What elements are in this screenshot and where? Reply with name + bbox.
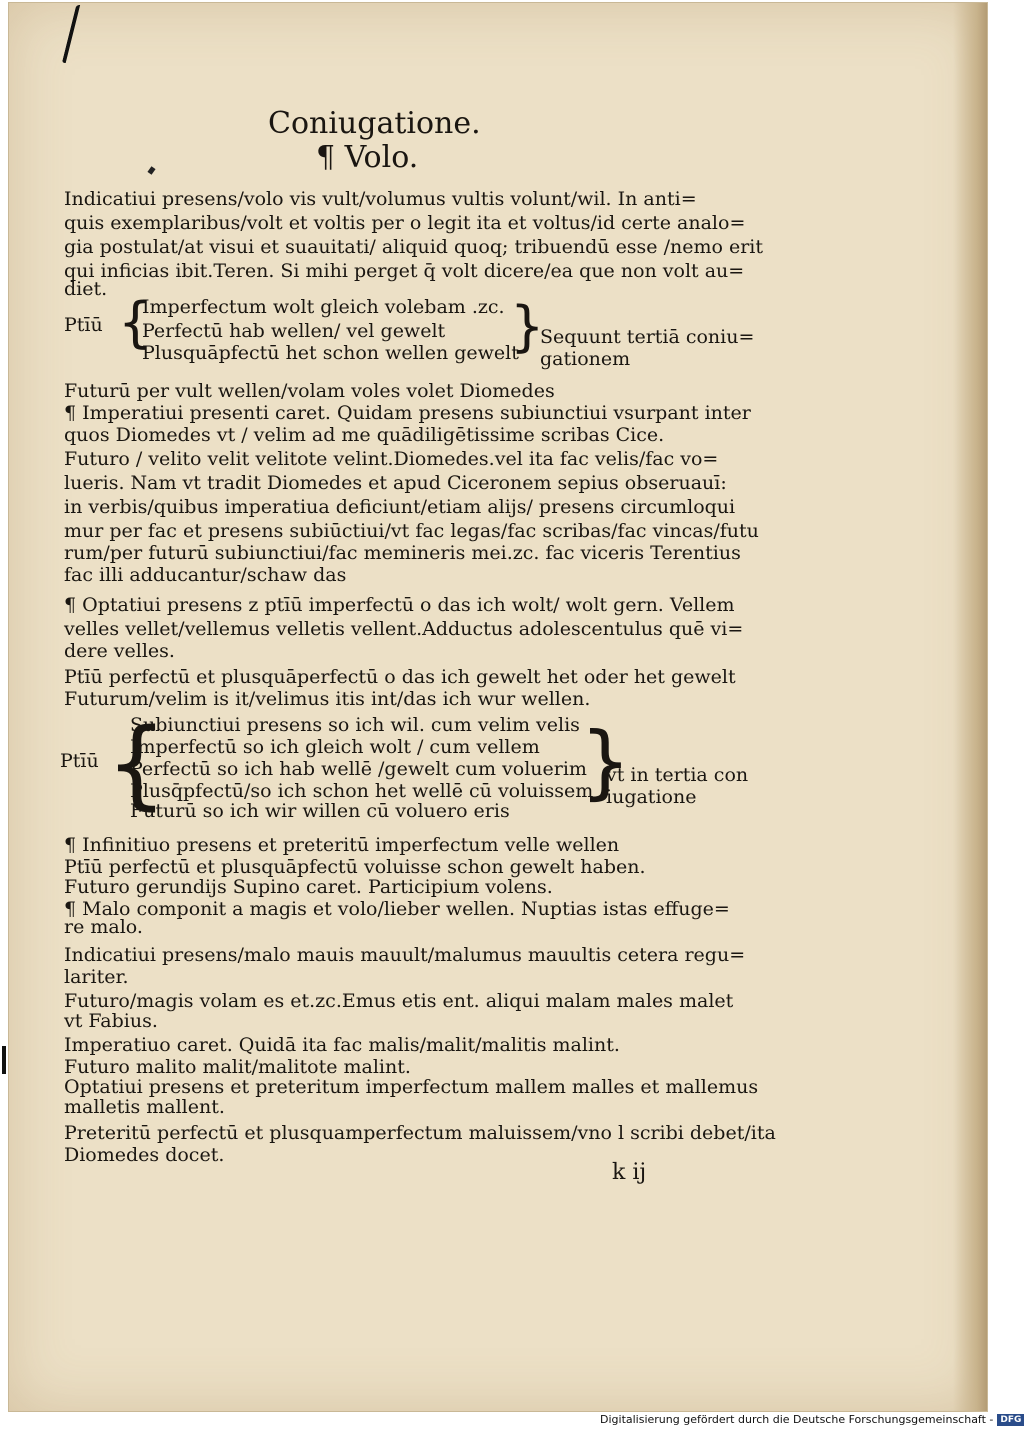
margin-label: Ptīū bbox=[64, 314, 103, 336]
text-line: ¶ Optatiui presens z ptīū imperfectū o das ich wolt/ wolt gern. Vellem bbox=[64, 594, 735, 616]
text-line: vt in tertia con bbox=[606, 764, 749, 786]
footer-credit bbox=[600, 1413, 1024, 1426]
text-line: Indicatiui presens/volo vis vult/volumus vultis volunt/wil. In anti= bbox=[64, 188, 697, 210]
text-line: Futuro/magis volam es et.zc.Emus etis ent. aliqui malam males malet bbox=[64, 990, 734, 1012]
text-line: Ptīū perfectū et plusquāperfectū o das ich gewelt het oder het gewelt bbox=[64, 666, 736, 688]
text-line: Subiunctiui presens so ich wil. cum velim velis bbox=[130, 714, 580, 736]
text-line: Futurum/velim is it/velimus itis int/das ich wur wellen. bbox=[64, 688, 591, 710]
text-line: iugatione bbox=[606, 786, 697, 808]
text-line: malletis mallent. bbox=[64, 1096, 225, 1118]
heading-title: Coniugatione. bbox=[268, 106, 481, 141]
text-line: quis exemplaribus/volt et voltis per o legit ita et voltus/id certe analo= bbox=[64, 212, 746, 234]
text-line: Indicatiui presens/malo mauis mauult/malumus mauultis cetera regu= bbox=[64, 944, 746, 966]
text-line: quos Diomedes vt / velim ad me quādiligētissime scribas Cice. bbox=[64, 424, 665, 446]
text-line: Futurū so ich wir willen cū voluero eris bbox=[130, 800, 510, 822]
text-line: Optatiui presens et preteritum imperfectum mallem malles et mallemus bbox=[64, 1076, 759, 1098]
text-line: Diomedes docet. bbox=[64, 1144, 225, 1166]
margin-label: Ptīū bbox=[60, 750, 99, 772]
text-line: in verbis/quibus imperatiua deficiunt/etiam alijs/ presens circumloqui bbox=[64, 496, 736, 518]
text-line: gia postulat/at visui et suauitati/ aliquid quoq; tribuendū esse /nemo erit bbox=[64, 236, 764, 258]
text-line: vt Fabius. bbox=[64, 1010, 158, 1032]
right-brace: } bbox=[510, 295, 545, 358]
text-line: diet. bbox=[64, 278, 108, 300]
text-line: lariter. bbox=[64, 966, 129, 988]
text-line: Imperfectū so ich gleich wolt / cum vellem bbox=[130, 736, 540, 758]
text-line: Ptīū perfectū et plusquāpfectū voluisse schon gewelt haben. bbox=[64, 856, 646, 878]
text-line: ¶ Imperatiui presenti caret. Quidam presens subiunctiui vsurpant inter bbox=[64, 402, 751, 424]
text-line: Sequunt tertiā coniu= bbox=[540, 326, 755, 348]
text-line: Perfectū hab wellen/ vel gewelt bbox=[142, 320, 446, 342]
left-brace-large: { bbox=[106, 708, 168, 820]
text-line: Perfectū so ich hab wellē /gewelt cum voluerim bbox=[130, 758, 587, 780]
left-brace: { bbox=[118, 291, 153, 354]
footer-text: Digitalisierung gefördert durch die Deutsche Forschungsgemeinschaft - bbox=[600, 1413, 994, 1426]
text-line: Futuro malito malit/malitote malint. bbox=[64, 1056, 411, 1078]
signature-mark: k ij bbox=[612, 1160, 647, 1185]
right-brace-large: } bbox=[580, 715, 631, 808]
text-line: Imperatiuo caret. Quidā ita fac malis/malit/malitis malint. bbox=[64, 1034, 620, 1056]
text-line: fac illi adducantur/schaw das bbox=[64, 564, 347, 586]
text-line: lueris. Nam vt tradit Diomedes et apud Ciceronem sepius obseruauī: bbox=[64, 472, 727, 494]
text-line: ¶ Malo componit a magis et volo/lieber wellen. Nuptias istas effuge= bbox=[64, 898, 730, 920]
text-line: Imperfectum wolt gleich volebam .zc. bbox=[142, 296, 505, 318]
text-line: rum/per futurū subiunctiui/fac memineris mei.zc. fac viceris Terentius bbox=[64, 542, 741, 564]
text-line: re malo. bbox=[64, 916, 143, 938]
text-line: Futuro gerundijs Supino caret. Participium volens. bbox=[64, 876, 553, 898]
text-line: Futurū per vult wellen/volam voles volet Diomedes bbox=[64, 380, 555, 402]
text-line: Futuro / velito velit velitote velint.Diomedes.vel ita fac velis/fac vo= bbox=[64, 448, 719, 470]
text-line: gationem bbox=[540, 348, 631, 370]
text-line: mur per fac et presens subiūctiui/vt fac legas/fac scribas/fac vincas/futu bbox=[64, 520, 759, 542]
text-line: Plusquāpfectū het schon wellen gewelt bbox=[142, 342, 519, 364]
text-line: velles vellet/vellemus velletis vellent.Adductus adolescentulus quē vi= bbox=[64, 618, 744, 640]
text-line: Preteritū perfectū et plusquamperfectum maluissem/vno l scribi debet/ita bbox=[64, 1122, 776, 1144]
text-line: qui inficias ibit.Teren. Si mihi perget q̄ volt dicere/ea que non volt au= bbox=[64, 260, 745, 282]
text-line: Plusq̄pfectū/so ich schon het wellē cū voluissem bbox=[130, 780, 594, 802]
text-line: ¶ Infinitiuo presens et preteritū imperfectum velle wellen bbox=[64, 834, 620, 856]
dfg-logo-icon: DFG bbox=[997, 1414, 1024, 1426]
text-line: dere velles. bbox=[64, 640, 175, 662]
heading-subtitle: ¶ Volo. bbox=[316, 140, 419, 175]
